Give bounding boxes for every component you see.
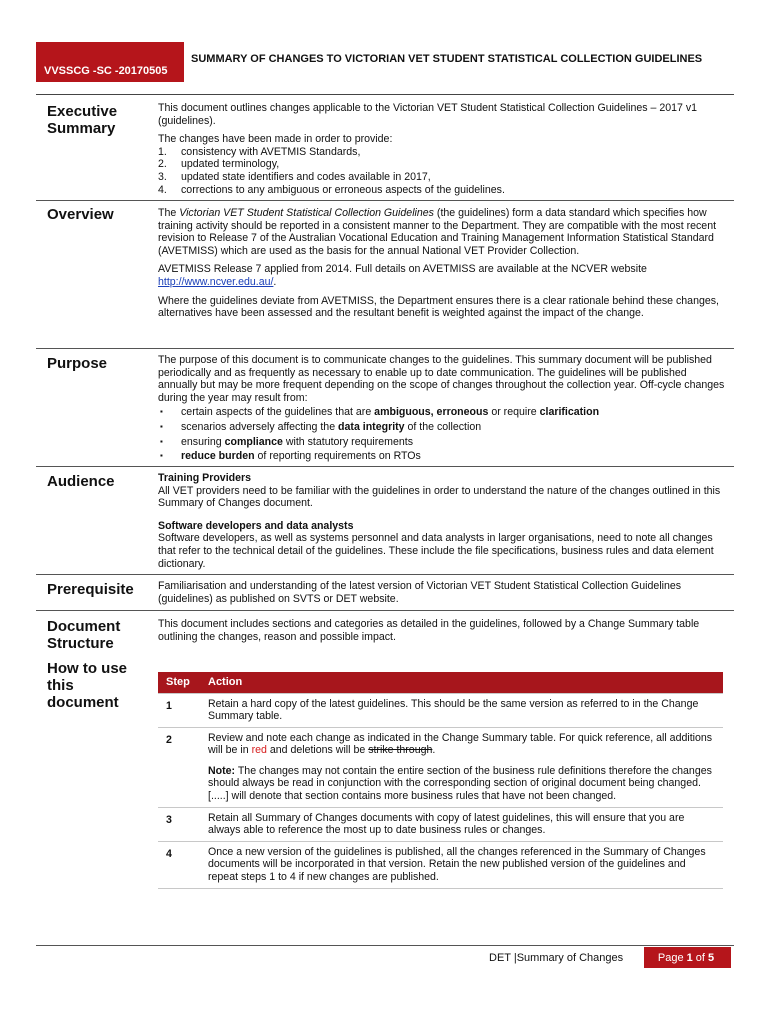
bullet-icon: ▪ (160, 407, 163, 417)
overview-heading: Overview (47, 206, 114, 223)
page-indicator (644, 947, 731, 968)
list-item (158, 146, 728, 159)
executive-summary-heading (47, 103, 117, 137)
overview-paragraph-3: Where the guidelines deviate from AVETMISS, the Department ensures there is a clear rationale behind these changes, alternatives have been assessed and the resultant benefit is weighted against the impact of the change. (158, 294, 719, 320)
purpose-body (158, 354, 728, 463)
bullet-icon: ▪ (160, 451, 163, 461)
table-row (158, 727, 723, 807)
purpose-intro: The purpose of this document is to communicate changes to the guidelines. This summary document will be published periodically and as frequently as necessary to enable up to date communication. The guidelines will be published annually but may be more frequent depending on the scope of changes throughout the collection year. Off-cycle changes during the year may result from: (158, 354, 725, 404)
executive-summary-intro: This document outlines changes applicable to the Victorian VET Student Statistical Collection Guidelines – 2017 v1 (guidelines). (158, 102, 698, 127)
table-row (158, 841, 723, 888)
bullet-icon: ▪ (160, 421, 163, 431)
document-code: VVSSCG -SC -20170505 (44, 65, 168, 77)
text-run: ensuring (181, 435, 225, 448)
text-run: certain aspects of the guidelines that are (181, 406, 375, 419)
bullet-text (181, 421, 481, 434)
section-divider (36, 200, 734, 201)
section-divider (36, 574, 734, 575)
software-developers-text: Software developers, as well as systems personnel and data analysts in larger organisations, need to note all changes that refer to the technical detail of the guidelines. These include the file specifications, business rules and data element dictionary. (158, 532, 714, 570)
executive-summary-body (158, 102, 728, 196)
header-divider (36, 94, 734, 95)
overview-body (158, 207, 728, 320)
audience-body (158, 472, 728, 570)
text-run: or require (488, 406, 540, 419)
bullet-icon: ▪ (160, 436, 163, 446)
step-2-text (208, 732, 717, 757)
step-number: 2 (158, 727, 200, 807)
page-of-word: of (695, 951, 705, 964)
text-run: . (273, 275, 277, 288)
text-run: Review and note each change as indicated in the Change Summary table. For quick reference, all additions will be in (208, 731, 713, 757)
bullet-item (158, 450, 728, 463)
text-run: scenarios adversely affecting the (181, 420, 339, 433)
table-header-row (158, 672, 723, 693)
step-column-header: Step (158, 672, 200, 693)
heading-line: Document (47, 618, 121, 635)
document-structure-heading (47, 618, 120, 652)
list-text: updated terminology, (181, 158, 280, 171)
prerequisite-heading: Prerequisite (47, 581, 134, 598)
step-action (200, 727, 723, 807)
document-structure-body: This document includes sections and categories as detailed in the guidelines, followed by a Change Summary table outlining the changes, reason and possible impact. (158, 618, 700, 643)
step-2-note (208, 765, 717, 803)
emphasis: clarification (539, 406, 600, 419)
step-number: 3 (158, 807, 200, 841)
text-run: The (158, 207, 180, 219)
audience-heading: Audience (47, 473, 115, 490)
purpose-heading: Purpose (47, 355, 108, 372)
guidelines-title-italic: Victorian VET Student Statistical Collection Guidelines (179, 207, 434, 219)
text-run: of reporting requirements on RTOs (254, 450, 421, 463)
step-number: 1 (158, 693, 200, 727)
bullet-item (158, 406, 728, 419)
how-to-use-heading (47, 660, 127, 711)
text-run: . (432, 744, 436, 757)
training-providers-subheading: Training Providers (158, 472, 252, 484)
training-providers-text: All VET providers need to be familiar with the guidelines in order to understand the nature of the changes outlined in this Summary of Changes document. (158, 484, 721, 510)
action-column-header: Action (200, 672, 723, 693)
ncver-website-link[interactable]: http://www.ncver.edu.au/ (158, 275, 274, 288)
steps-table (158, 672, 723, 889)
document-code-badge (36, 42, 184, 82)
text-run: AVETMISS Release 7 applied from 2014. Full details on AVETMISS are available at the NCVER website (158, 263, 647, 276)
footer-document-label: DET |Summary of Changes (489, 952, 624, 964)
section-divider (36, 610, 734, 611)
bullet-text (181, 406, 599, 419)
text-run: of the collection (404, 420, 482, 433)
list-item (158, 158, 728, 171)
heading-line: this (47, 677, 74, 694)
overview-paragraph-1 (158, 207, 728, 257)
emphasis: data integrity (338, 420, 405, 433)
red-addition-sample: red (251, 744, 267, 757)
strike-through-sample: strike through (368, 744, 433, 757)
text-run: and deletions will be (266, 744, 369, 757)
total-page-count: 5 (707, 951, 715, 964)
table-row (158, 807, 723, 841)
text-run: The changes may not contain the entire section of the business rule definitions therefore the changes should always be read in conjunction with the corresponding section of original document being changed. [.....] will denote that section contains more business rules that have not been changed. (208, 764, 712, 803)
step-action: Once a new version of the guidelines is published, all the changes referenced in the Summary of Changes documents will be incorporated in that version. Retain the new published version of the guidelines and repeat steps 1 to 4 if new changes are published. (200, 841, 723, 888)
heading-line: How to use (47, 660, 128, 677)
section-divider (36, 466, 734, 467)
emphasis: reduce burden (181, 450, 255, 463)
list-item (158, 184, 728, 197)
bullet-text (181, 450, 421, 463)
text-run: with statutory requirements (282, 435, 414, 448)
emphasis: compliance (224, 435, 283, 448)
step-number: 4 (158, 841, 200, 888)
text-run: (the guidelines) form a data standard which specifies how training activity should be reported in a consistent manner to the Department. They are compatible with the most recent revision to Release 7 of the Australian Vocational Education and Training Management Information Statistical Standard (AVETMISS) which are used as the basis for the annual National VET Provider Collection. (158, 207, 717, 257)
heading-line: Summary (47, 120, 116, 137)
table-row (158, 693, 723, 727)
current-page-number: 1 (686, 951, 693, 964)
list-text: consistency with AVETMIS Standards, (181, 145, 361, 158)
bullet-item (158, 436, 728, 449)
list-number: 4. (158, 183, 167, 196)
footer-divider (36, 945, 734, 946)
section-divider (36, 348, 734, 349)
document-title: SUMMARY OF CHANGES TO VICTORIAN VET STUDENT STATISTICAL COLLECTION GUIDELINES (191, 53, 703, 65)
overview-paragraph-2 (158, 263, 728, 288)
list-text: corrections to any ambiguous or erroneous aspects of the guidelines. (181, 183, 505, 196)
list-number: 2. (158, 158, 167, 171)
prerequisite-body: Familiarisation and understanding of the latest version of Victorian VET Student Statistical Collection Guidelines (guidelines) as published on SVTS or DET website. (158, 580, 682, 605)
bullet-item (158, 421, 728, 434)
heading-line: Structure (47, 635, 114, 652)
heading-line: Executive (47, 103, 118, 120)
step-action: Retain a hard copy of the latest guidelines. This should be the same version as referred to in the Change Summary table. (200, 693, 723, 727)
emphasis: ambiguous, erroneous (374, 406, 489, 419)
list-number: 3. (158, 170, 167, 183)
heading-line: document (47, 694, 119, 711)
list-text: updated state identifiers and codes available in 2017, (181, 170, 431, 183)
step-action: Retain all Summary of Changes documents with copy of latest guidelines, this will ensure that you are always able to reference the most up to date business rules or changes. (200, 807, 723, 841)
note-label: Note: (208, 764, 236, 777)
bullet-text (181, 436, 413, 449)
list-number: 1. (158, 145, 167, 158)
page-word: Page (657, 951, 684, 964)
changes-list-intro: The changes have been made in order to provide: (158, 133, 393, 146)
list-item (158, 171, 728, 184)
software-developers-subheading: Software developers and data analysts (158, 519, 354, 532)
